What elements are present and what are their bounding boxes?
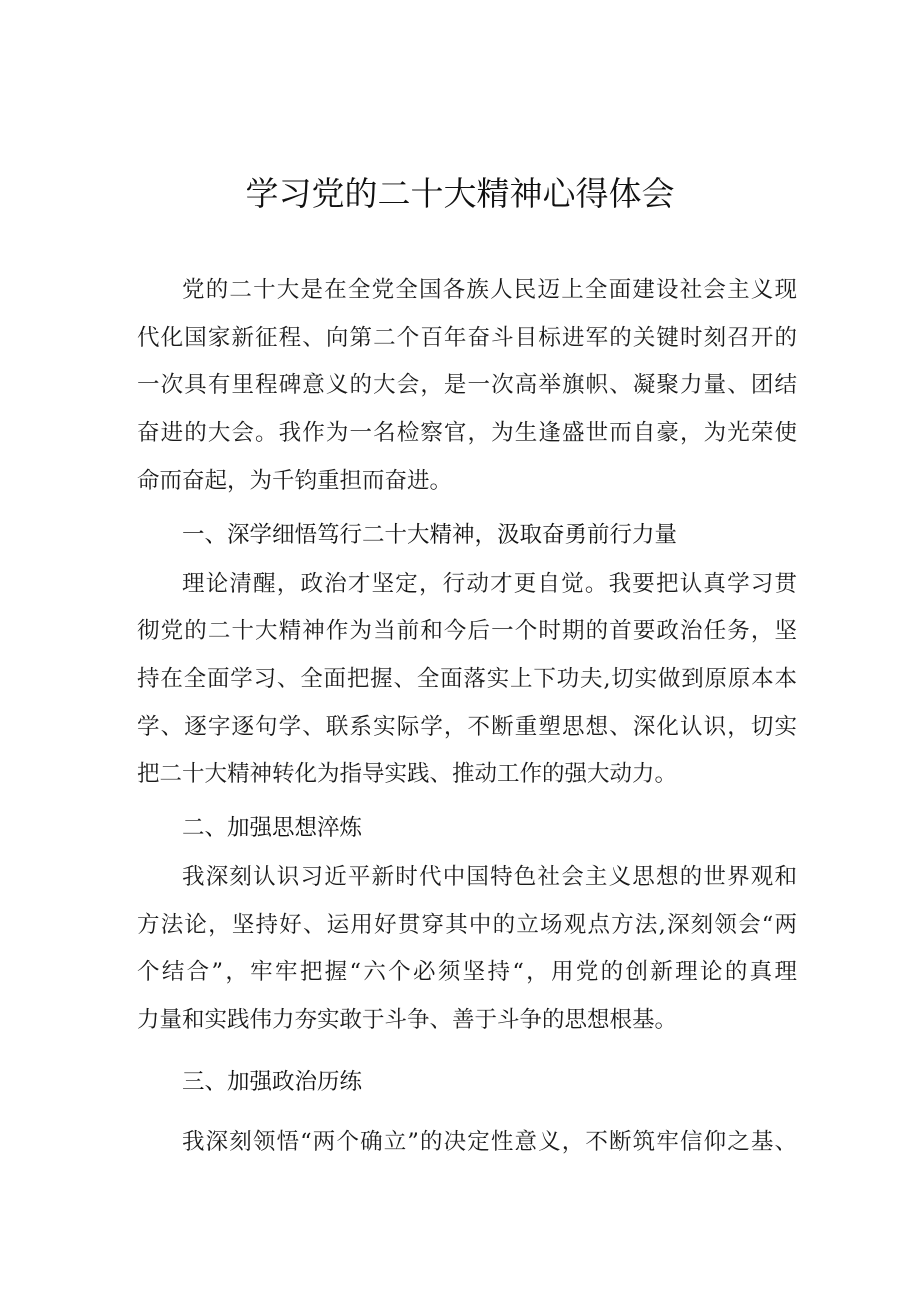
intro-line-2: 代化国家新征程、向第二个百年奋斗目标进军的关键时刻召开的 [137, 325, 797, 351]
intro-line-4: 奋进的大会。我作为一名检察官，为生逢盛世而自豪，为光荣使 [137, 420, 797, 446]
document-title: 学习党的二十大精神心得体会 [245, 174, 675, 213]
section-1-line-1: 理论清醒，政治才坚定，行动才更自觉。我要把认真学习贯 [182, 571, 797, 597]
section-1-line-5: 把二十大精神转化为指导实践、推动工作的强大动力。 [137, 761, 678, 787]
section-1-heading: 一、深学细悟笃行二十大精神，汲取奋勇前行力量 [182, 522, 678, 548]
section-2-line-1: 我深刻认识习近平新时代中国特色社会主义思想的世界观和 [182, 864, 797, 890]
section-2-heading: 二、加强思想淬炼 [182, 815, 363, 841]
section-1-line-4: 学、逐字逐句学、联系实际学，不断重塑思想、深化认识，切实 [137, 714, 797, 740]
section-1-line-3: 持在全面学习、全面把握、全面落实上下功夫,切实做到原原本本 [137, 666, 797, 692]
section-1-line-2: 彻党的二十大精神作为当前和今后一个时期的首要政治任务，坚 [137, 618, 797, 644]
section-3-heading: 三、加强政治历练 [182, 1069, 363, 1095]
intro-line-3: 一次具有里程碑意义的大会，是一次高举旗帜、凝聚力量、团结 [137, 372, 797, 398]
intro-line-5: 命而奋起，为千钧重担而奋进。 [137, 468, 453, 494]
section-2-line-3: 个结合”，牢牢把握“六个必须坚持“，用党的创新理论的真理 [137, 959, 797, 985]
section-3-line-1: 我深刻领悟“两个确立”的决定性意义，不断筑牢信仰之基、 [182, 1129, 797, 1155]
section-2-line-4: 力量和实践伟力夯实敢于斗争、善于斗争的思想根基。 [137, 1007, 678, 1033]
intro-line-1: 党的二十大是在全党全国各族人民迈上全面建设社会主义现 [182, 277, 797, 303]
section-2-line-2: 方法论，坚持好、运用好贯穿其中的立场观点方法,深刻领会“两 [137, 912, 797, 938]
